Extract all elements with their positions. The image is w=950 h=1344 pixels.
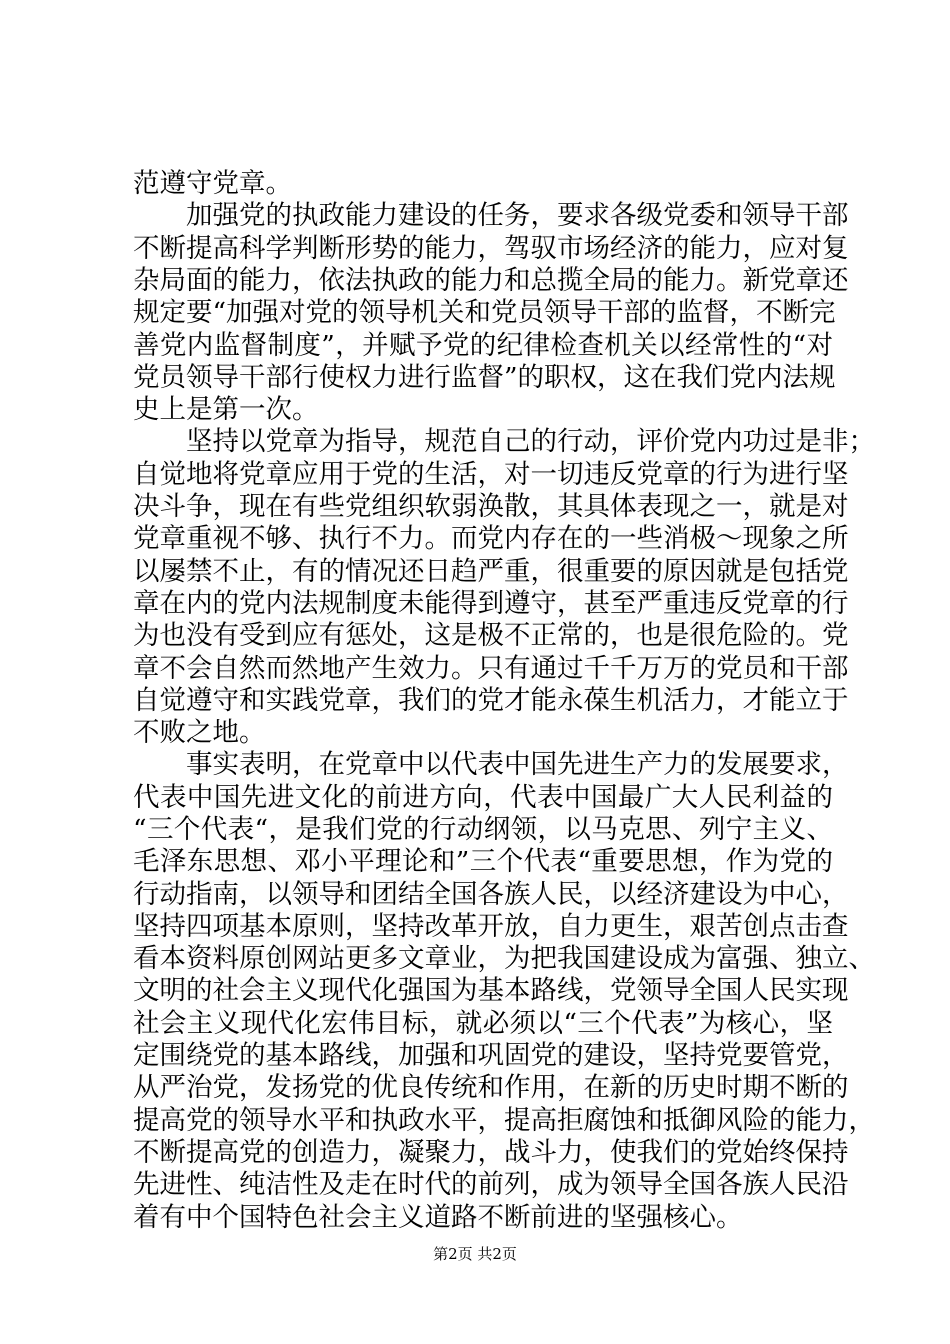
text-line: 不断提高党的创造力，凝聚力，战斗力，使我们的党始终保持 [133, 1137, 849, 1168]
text-line: 坚持以党章为指导，规范自己的行动，评价党内功过是非； [186, 426, 875, 457]
page-number-footer: 第2页 共2页 [433, 1245, 517, 1263]
text-line: 为也没有受到应有惩处，这是极不正常的，也是很危险的。党 [133, 620, 849, 651]
text-line: 加强党的执政能力建设的任务，要求各级党委和领导干部 [186, 200, 849, 231]
text-line: 规定要“加强对党的领导机关和党员领导干部的监督，不断完 [133, 297, 836, 328]
text-line: 不断提高科学判断形势的能力，驾驭市场经济的能力，应对复 [133, 233, 849, 264]
text-line: 从严治党，发扬党的优良传统和作用，在新的历史时期不断的 [133, 1072, 849, 1103]
text-line: 着有中个国特色社会主义道路不断前进的坚强核心。 [133, 1202, 743, 1233]
text-line: 善党内监督制度”，并赋予党的纪律检查机关以经常性的“对 [133, 330, 833, 361]
text-line: 自觉遵守和实践党章，我们的党才能永葆生机活力，才能立于 [133, 685, 849, 716]
text-line: 毛泽东思想、邓小平理论和”三个代表“重要思想，作为党的 [133, 846, 833, 877]
text-line: 提高党的领导水平和执政水平，提高拒腐蚀和抵御风险的能力， [133, 1105, 875, 1136]
text-line: 不败之地。 [133, 717, 266, 748]
text-line: 事实表明，在党章中以代表中国先进生产力的发展要求， [186, 749, 849, 780]
text-line: 范遵守党章。 [133, 168, 292, 199]
text-line: 章不会自然而然地产生效力。只有通过千千万万的党员和干部 [133, 653, 849, 684]
text-line: 决斗争，现在有些党组织软弱涣散，其具体表现之一，就是对 [133, 491, 849, 522]
text-line: 党员领导干部行使权力进行监督”的职权，这在我们党内法规 [133, 362, 836, 393]
text-line: 行动指南，以领导和团结全国各族人民，以经济建设为中心， [133, 879, 849, 910]
text-line: 以屡禁不止，有的情况还日趋严重，很重要的原因就是包括党 [133, 556, 849, 587]
text-line: 党章重视不够、执行不力。而党内存在的一些消极～现象之所 [133, 523, 849, 554]
text-line: 文明的社会主义现代化强国为基本路线，党领导全国人民实现 [133, 975, 849, 1006]
text-line: 杂局面的能力，依法执政的能力和总揽全局的能力。新党章还 [133, 265, 849, 296]
text-line: 自觉地将党章应用于党的生活，对一切违反党章的行为进行坚 [133, 459, 849, 490]
text-line: 看本资料原创网站更多文章业，为把我国建设成为富强、独立、 [133, 943, 875, 974]
text-line: 史上是第一次。 [133, 394, 319, 425]
text-line: 代表中国先进文化的前进方向，代表中国最广大人民利益的 [133, 782, 833, 813]
text-line: 坚持四项基本原则，坚持改革开放，自力更生，艰苦创点击查 [133, 911, 849, 942]
text-line: “三个代表“，是我们党的行动纲领，以马克思、列宁主义、 [133, 814, 833, 845]
text-line: 社会主义现代化宏伟目标，就必须以“三个代表”为核心，坚 [133, 1008, 833, 1039]
text-line: 先进性、纯洁性及走在时代的前列，成为领导全国各族人民沿 [133, 1169, 849, 1200]
text-line: 章在内的党内法规制度未能得到遵守，甚至严重违反党章的行 [133, 588, 849, 619]
text-line: 定围绕党的基本路线，加强和巩固党的建设，坚持党要管党， [133, 1040, 849, 1071]
